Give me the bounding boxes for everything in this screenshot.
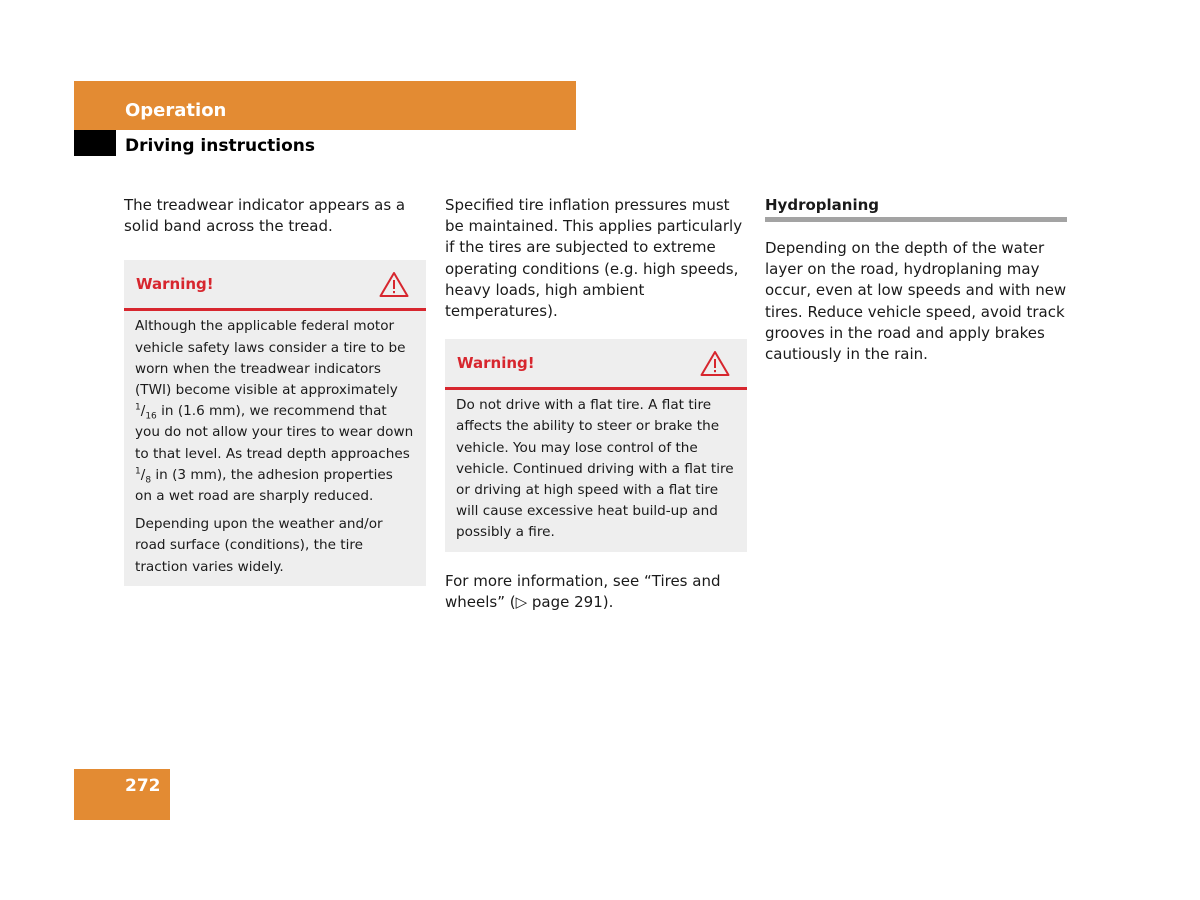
warning-triangle-icon	[700, 350, 730, 377]
inflation-intro: Specified tire inflation pressures must be maintained. This applies particularly if the tires are subjected to extreme operating conditions (e.g. high speeds, heavy loads, high ambient temperatures).	[445, 196, 743, 321]
more-info-reference: For more information, see “Tires and wheels” (▷ page 291).	[445, 571, 721, 611]
warning-box-flat-tire	[445, 339, 747, 551]
column-right	[765, 195, 1067, 365]
warning-header	[445, 339, 747, 390]
fraction-1-16: $^1/_{16}$	[135, 402, 157, 422]
warning-body	[445, 390, 747, 551]
hydroplaning-body: Depending on the depth of the water layer on the road, hydroplaning may occur, even at low speeds and with new tires. Reduce vehicle speed, avoid track grooves in the road and apply brakes cautiously in the rain.	[765, 239, 1067, 364]
warning-paragraph: Depending upon the weather and/or road surface (conditions), the tire traction varies widely.	[135, 516, 383, 575]
warning-text-part: Although the applicable federal motor vehicle safety laws consider a tire to be worn when the treadwear indicators (TWI) become visible at approximately	[135, 318, 406, 399]
warning-paragraph: Do not drive with a flat tire. A flat tire affects the ability to steer or brake the vehicle. You may lose control of the vehicle. Continued driving with a flat tire or driving at high speed with a flat tire will cause excessive heat build-up and possibly a fire.	[456, 397, 734, 541]
warning-title: Warning!	[457, 354, 535, 373]
warning-title: Warning!	[136, 275, 214, 294]
fraction-1-8: $^1/_8$	[135, 466, 152, 486]
page-number: 272	[125, 776, 161, 796]
warning-paragraph	[135, 316, 414, 507]
subsection-title: Driving instructions	[125, 136, 316, 156]
column-left	[124, 195, 426, 586]
warning-text-part: in (1.6 mm), we recommend that you do not allow your tires to wear down to that level. As tread depth approaches	[135, 403, 414, 462]
warning-triangle-icon	[379, 271, 409, 298]
warning-text-part: in (3 mm), the adhesion properties on a wet road are sharply reduced.	[135, 466, 393, 505]
hydroplaning-heading: Hydroplaning	[765, 196, 880, 214]
warning-body	[124, 311, 426, 585]
heading-rule	[765, 217, 1067, 222]
section-title: Operation	[125, 100, 227, 121]
column-middle	[445, 195, 747, 613]
treadwear-intro: The treadwear indicator appears as a solid band across the tread.	[124, 196, 406, 236]
warning-header	[124, 260, 426, 311]
warning-box-treadwear	[124, 260, 426, 585]
section-marker	[74, 130, 116, 156]
